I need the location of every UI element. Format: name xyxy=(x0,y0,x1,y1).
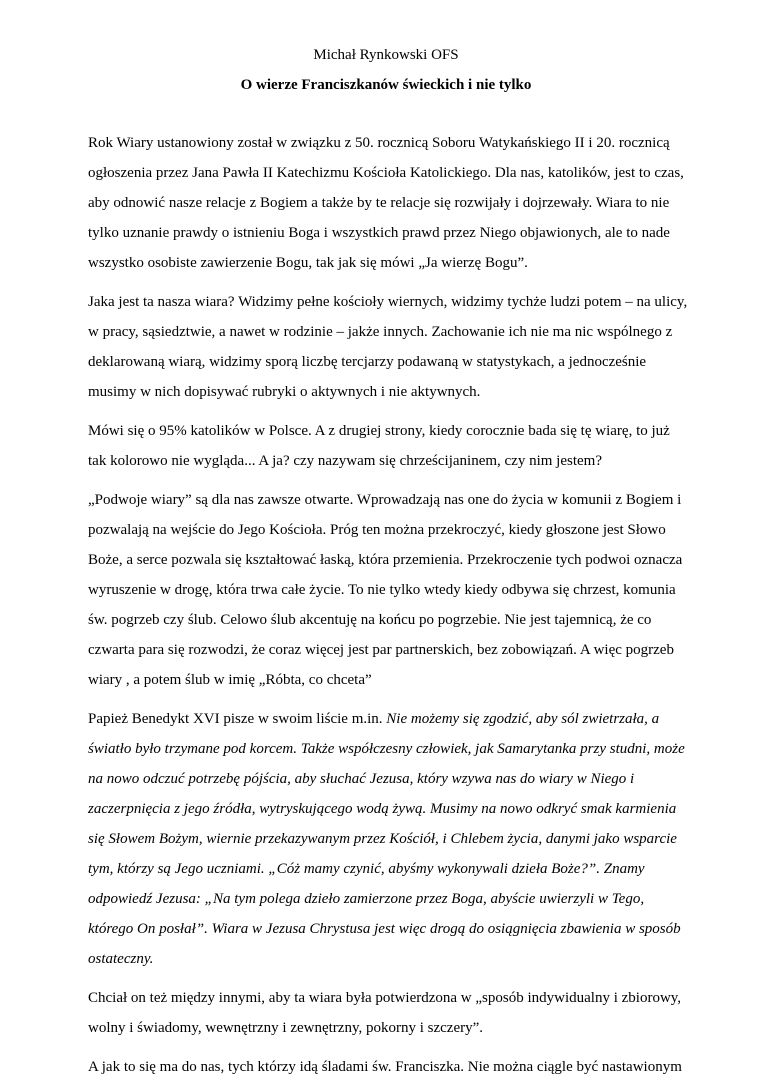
text-line: tylko uznanie prawdy o istnieniu Boga i wszystkich prawd przez Niego objawionych, ale to nade xyxy=(88,225,670,241)
quote-text: odpowiedź Jezusa: „Na tym polega dzieło zamierzone przez Boga, abyście uwierzyli w Tego, xyxy=(88,891,645,907)
paragraph-6 xyxy=(88,983,684,1043)
text-line: „Podwoje wiary” są dla nas zawsze otwarte. Wprowadzają nas one do życia w komunii z Bogiem i xyxy=(88,492,682,508)
text-line: Jaka jest ta nasza wiara? Widzimy pełne kościoły wiernych, widzimy tychże ludzi potem – na ulicy, xyxy=(88,294,688,310)
text-line: A jak to się ma do nas, tych którzy idą śladami św. Franciszka. Nie można ciągle być nastawionym xyxy=(88,1059,682,1075)
quote-text: światło było trzymane pod korcem. Także współczesny człowiek, jak Samarytanka przy studni, może xyxy=(88,741,685,757)
text-line: pozwalają na wejście do Jego Kościoła. Próg ten można przekroczyć, kiedy głoszone jest Słowo xyxy=(88,522,666,538)
text-line: tak kolorowo nie wygląda... A ja? czy nazywam się chrześcijaninem, czy nim jestem? xyxy=(88,453,602,469)
quote-text: Nie możemy się zgodzić, aby sól zwietrzała, a xyxy=(386,711,660,727)
quote-text: się Słowem Bożym, wiernie przekazywanym przez Kościół, i Chlebem życia, danymi jako wsparcie xyxy=(88,831,677,847)
text-line: Boże, a serce pozwala się kształtować łaską, która przemienia. Przekroczenie tych podwoi oznacza xyxy=(88,552,683,568)
paragraph-5-quote xyxy=(88,704,684,974)
text-line: czwarta para się rozwodzi, że coraz więcej jest par partnerskich, bez zobowiązań. A więc pogrzeb xyxy=(88,642,674,658)
paragraph-4 xyxy=(88,485,684,695)
author-line: Michał Rynkowski OFS xyxy=(313,47,459,63)
text-line: Rok Wiary ustanowiony został w związku z 50. rocznicą Soboru Watykańskiego II i 20. rocznicą xyxy=(88,135,670,151)
quote-text: zaczerpnięcia z jego źródła, wytryskującego wodą żywą. Musimy na nowo odkryć smak karmienia xyxy=(88,801,677,817)
quote-text: na nowo odczuć potrzebę pójścia, aby słuchać Jezusa, który wzywa nas do wiary w Niego i xyxy=(88,771,635,787)
text-line: wyruszenie w drogę, która trwa całe życie. To nie tylko wtedy kiedy odbywa się chrzest, komunia xyxy=(88,582,676,598)
text-line xyxy=(88,704,684,734)
paragraph-3 xyxy=(88,416,684,476)
text-line: św. pogrzeb czy ślub. Celowo ślub akcentuję na końcu po pogrzebie. Nie jest tajemnicą, że co xyxy=(88,612,652,628)
quote-text: którego On posłał”. Wiara w Jezusa Chrystusa jest więc drogą do osiągnięcia zbawienia w sposób xyxy=(88,921,681,937)
text-line: ogłoszenia przez Jana Pawła II Katechizmu Kościoła Katolickiego. Dla nas, katolików, jest to czas, xyxy=(88,165,684,181)
quote-text: tym, którzy są Jego uczniami. „Cóż mamy czynić, abyśmy wykonywali dzieła Boże?”. Znamy xyxy=(88,861,645,877)
paragraph-1 xyxy=(88,128,684,278)
text-line: wolny i świadomy, wewnętrzny i zewnętrzny, pokorny i szczery”. xyxy=(88,1020,484,1036)
text-line: Mówi się o 95% katolików w Polsce. A z drugiej strony, kiedy corocznie bada się tę wiarę, to już xyxy=(88,423,670,439)
document-title: O wierze Franciszkanów świeckich i nie tylko xyxy=(240,77,532,93)
text-line: Chciał on też między innymi, aby ta wiara była potwierdzona w „sposób indywidualny i zbiorowy, xyxy=(88,990,682,1006)
quote-intro: Papież Benedykt XVI pisze w swoim liście m.in. xyxy=(88,711,387,727)
text-line: musimy w nich dopisywać rubryki o aktywnych i nie aktywnych. xyxy=(88,384,481,400)
text-line: aby odnowić nasze relacje z Bogiem a także by te relacje się rozwijały i dojrzewały. Wiara to nie xyxy=(88,195,670,211)
paragraph-2 xyxy=(88,287,688,407)
document-body xyxy=(88,128,688,1082)
text-line: deklarowaną wiarą, widzimy sporą liczbę tercjarzy podawaną w statystykach, a jednocześnie xyxy=(88,354,647,370)
text-line: w pracy, sąsiedztwie, a nawet w rodzinie – jakże innych. Zachowanie ich nie ma nic wspólnego z xyxy=(88,324,673,340)
text-line: wszystko osobiste zawierzenie Bogu, tak jak się mówi „Ja wierzę Bogu”. xyxy=(88,255,528,271)
text-line: wiary , a potem ślub w imię „Róbta, co chceta” xyxy=(88,672,372,688)
paragraph-7 xyxy=(88,1052,684,1082)
quote-text: ostateczny. xyxy=(88,951,154,967)
